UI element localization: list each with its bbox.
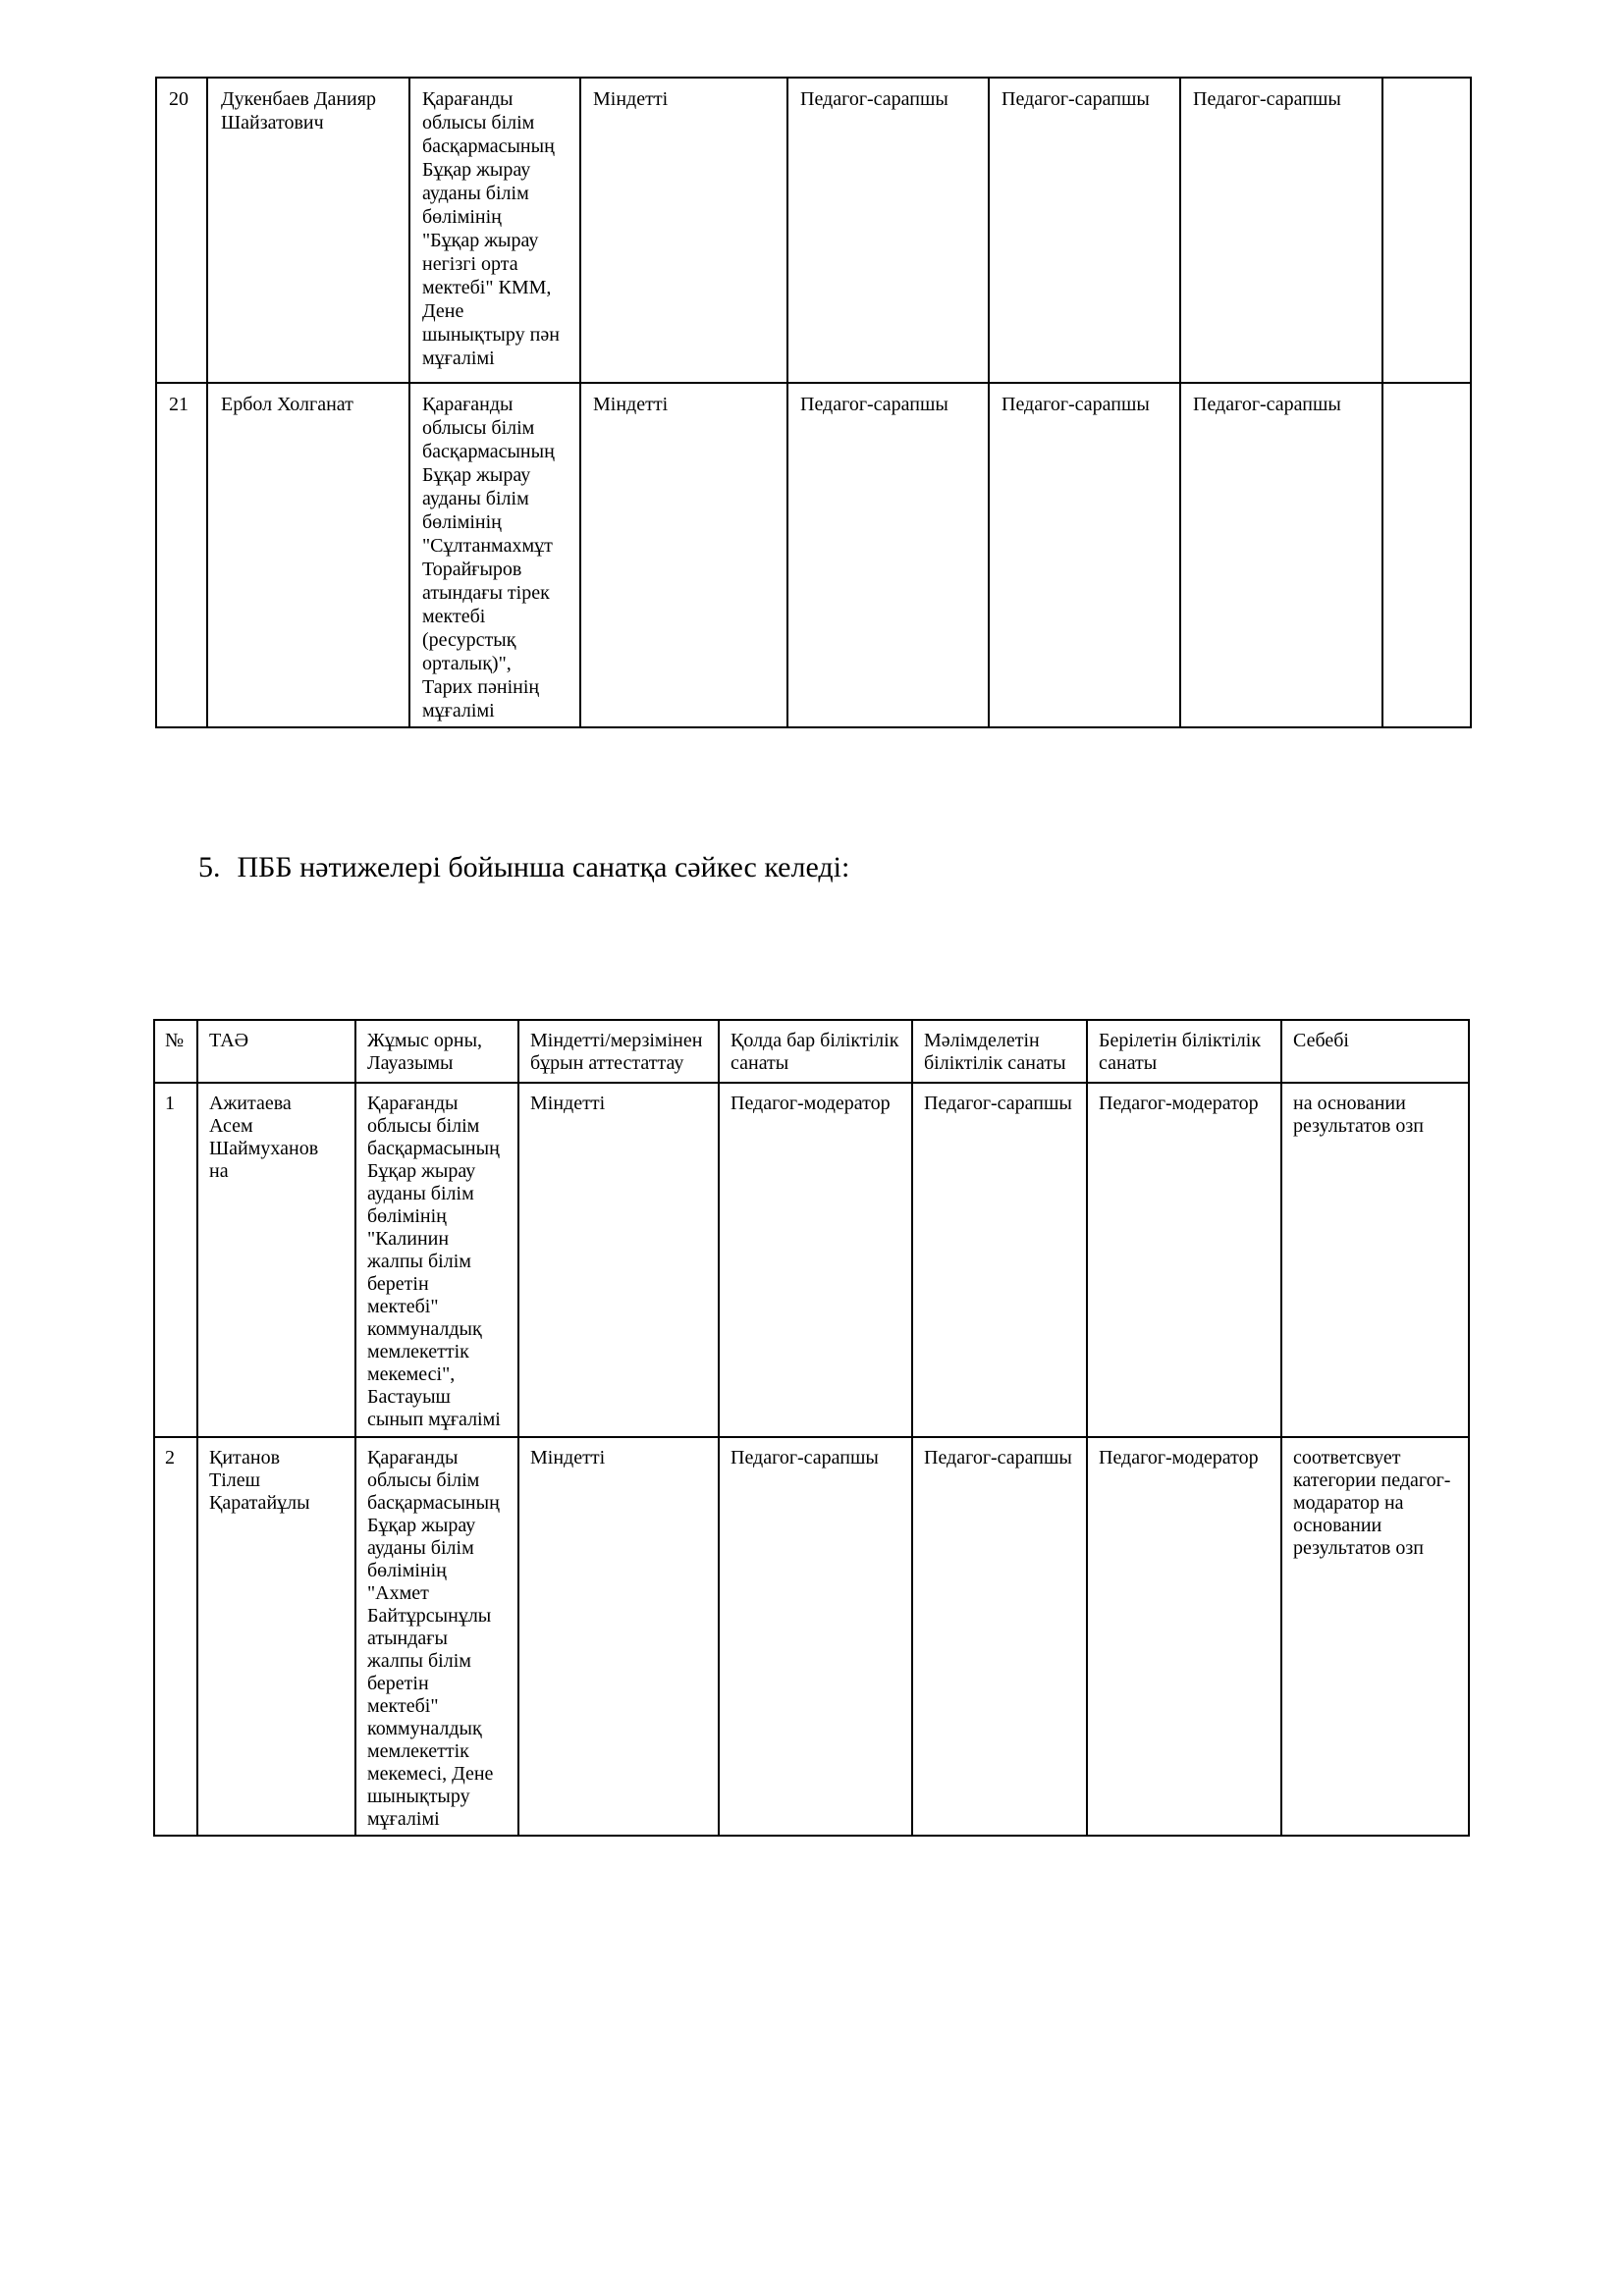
row-number-cell: 1	[154, 1083, 197, 1437]
category-cell: Педагог-сарапшы	[1180, 383, 1382, 727]
granted-category-cell: Педагог-модератор	[1087, 1083, 1281, 1437]
table-row	[154, 1437, 1469, 1836]
row-number-cell: 21	[156, 383, 207, 727]
granted-category-cell: Педагог-модератор	[1087, 1437, 1281, 1836]
attestation-cell: Міндетті	[580, 383, 787, 727]
category-cell: Педагог-сарапшы	[787, 383, 989, 727]
table-row	[154, 1083, 1469, 1437]
section-number: 5.	[198, 851, 221, 883]
results-table	[153, 1019, 1470, 1837]
row-number-cell: 2	[154, 1437, 197, 1836]
category-cell: Педагог-сарапшы	[787, 78, 989, 383]
current-category-cell: Педагог-сарапшы	[719, 1437, 912, 1836]
header-name: ТАӘ	[197, 1020, 355, 1083]
section-heading	[198, 850, 849, 885]
table-header-row	[154, 1020, 1469, 1083]
section-title: ПББ нәтижелері бойынша санатқа сәйкес келеді:	[237, 851, 850, 883]
header-current-category: Қолда бар біліктілік санаты	[719, 1020, 912, 1083]
reason-cell: на основании результатов озп	[1281, 1083, 1469, 1437]
empty-note-cell	[1382, 383, 1471, 727]
attestation-cell: Міндетті	[518, 1437, 719, 1836]
category-cell: Педагог-сарапшы	[1180, 78, 1382, 383]
table-row	[156, 383, 1471, 727]
category-cell: Педагог-сарапшы	[989, 383, 1180, 727]
header-claimed-category: Мәлімделетін біліктілік санаты	[912, 1020, 1087, 1083]
row-number-cell: 20	[156, 78, 207, 383]
continuation-table	[155, 77, 1472, 728]
table-row	[156, 78, 1471, 383]
attestation-cell: Міндетті	[518, 1083, 719, 1437]
claimed-category-cell: Педагог-сарапшы	[912, 1437, 1087, 1836]
claimed-category-cell: Педагог-сарапшы	[912, 1083, 1087, 1437]
name-cell: Қитанов Тілеш Қаратайұлы	[197, 1437, 355, 1836]
header-reason: Себебі	[1281, 1020, 1469, 1083]
header-number: №	[154, 1020, 197, 1083]
header-attestation: Міндетті/мерзімінен бұрын аттестаттау	[518, 1020, 719, 1083]
empty-note-cell	[1382, 78, 1471, 383]
name-cell: Ажитаева Асем Шаймухановна	[197, 1083, 355, 1437]
current-category-cell: Педагог-модератор	[719, 1083, 912, 1437]
category-cell: Педагог-сарапшы	[989, 78, 1180, 383]
reason-cell: соответсвует категории педагог-модаратор на основании результатов озп	[1281, 1437, 1469, 1836]
name-cell: Дукенбаев Данияр Шайзатович	[207, 78, 409, 383]
name-cell: Ербол Холганат	[207, 383, 409, 727]
header-workplace: Жұмыс орны, Лауазымы	[355, 1020, 518, 1083]
attestation-cell: Міндетті	[580, 78, 787, 383]
header-granted-category: Берілетін біліктілік санаты	[1087, 1020, 1281, 1083]
workplace-cell: Қарағанды облысы білім басқармасының Бұқар жырау ауданы білім бөлімінің "Бұқар жырау негізгі орта мектебі" КММ, Дене шынықтыру пән мұғалімі	[409, 78, 580, 383]
workplace-cell: Қарағанды облысы білім басқармасының Бұқар жырау ауданы білім бөлімінің "Сұлтанмахмұт Торайғыров атындағы тірек мектебі (ресурстық орталық)", Тарих пәнінің мұғалімі	[409, 383, 580, 727]
workplace-cell: Қарағанды облысы білім басқармасының Бұқар жырау ауданы білім бөлімінің "Калинин жалпы білім беретін мектебі" коммуналдық мемлекеттік мекемесі", Бастауыш сынып мұғалімі	[355, 1083, 518, 1437]
workplace-cell: Қарағанды облысы білім басқармасының Бұқар жырау ауданы білім бөлімінің "Ахмет Байтұрсынұлы атындағы жалпы білім беретін мектебі" коммуналдық мемлекеттік мекемесі, Дене шынықтыру мұғалімі	[355, 1437, 518, 1836]
